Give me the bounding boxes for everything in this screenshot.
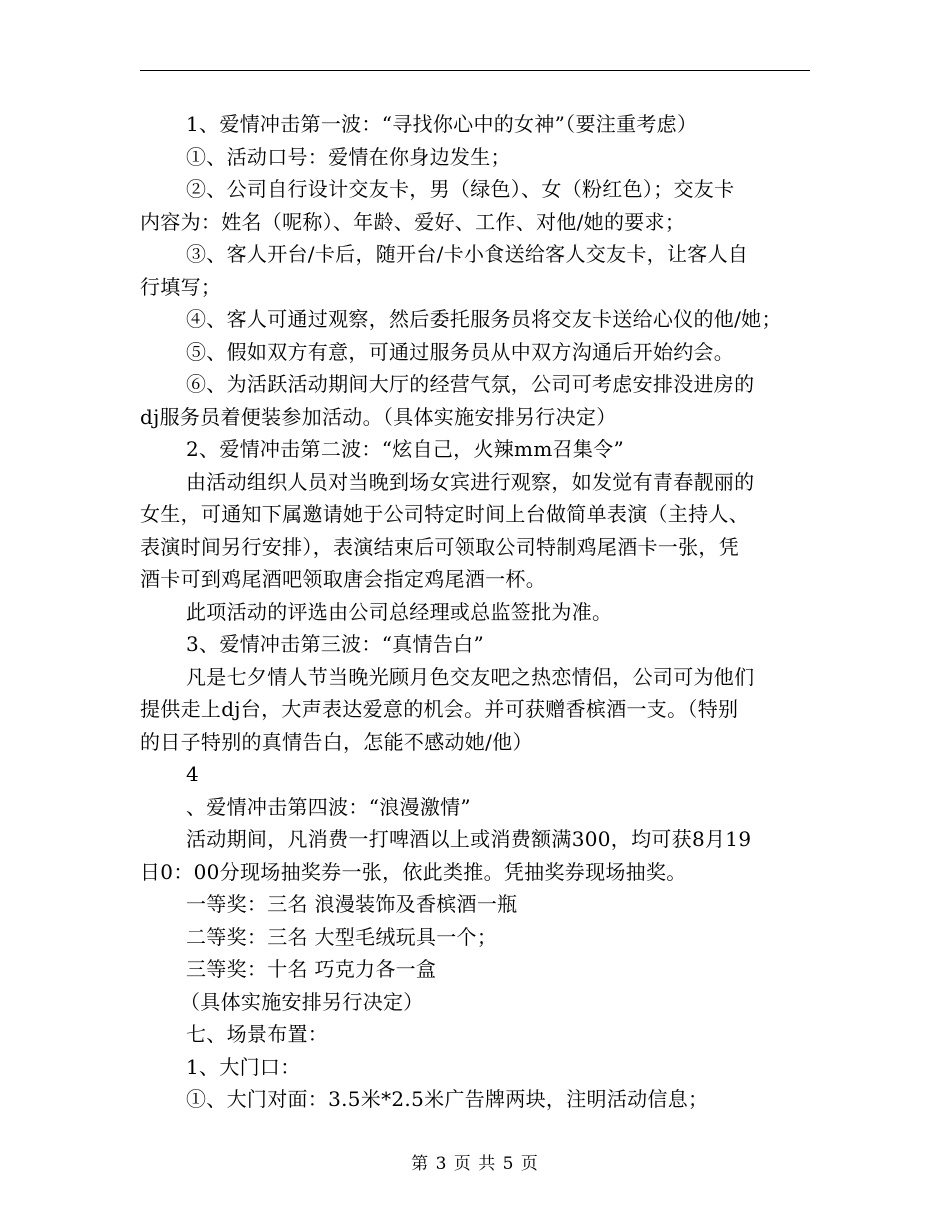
list-item: ③、客人开台/卡后，随开台/卡小食送给客人交友卡，让客人自 — [186, 242, 749, 266]
section-heading-2: 2、爱情冲击第二波：“炫自己，火辣mm召集令” — [186, 437, 625, 461]
list-item: ②、公司自行设计交友卡，男（绿色）、女（粉红色）；交友卡 — [186, 177, 735, 201]
paragraph-line: 由活动组织人员对当晚到场女宾进行观察，如发觉有青春靓丽的 — [186, 469, 755, 494]
paragraph-line: 提供走上dj台，大声表达爱意的机会。并可获赠香槟酒一支。（特别 — [140, 697, 739, 721]
paragraph-line: 凡是七夕情人节当晚光顾月色交友吧之热恋情侣，公司可为他们 — [186, 664, 755, 689]
section-heading-1: 1、爱情冲击第一波：“寻找你心中的女神”（要注重考虑） — [186, 112, 698, 136]
paragraph-line: 表演时间另行安排），表演结束后可领取公司特制鸡尾酒卡一张，凭 — [140, 534, 739, 559]
section-heading-3: 3、爱情冲击第三波：“真情告白” — [186, 632, 484, 656]
paragraph-line: 活动期间，凡消费一打啤酒以上或消费额满300，均可获8月19 — [186, 827, 752, 851]
list-item: ④、客人可通过观察，然后委托服务员将交友卡送给心仪的他/她； — [186, 307, 782, 331]
section-heading-4: 、爱情冲击第四波：“浪漫激情” — [186, 794, 471, 819]
paragraph-line: dj服务员着便装参加活动。（具体实施安排另行决定） — [140, 404, 617, 429]
paragraph-line: 的日子特别的真情告白，怎能不感动她/他） — [140, 729, 533, 754]
document-body — [140, 108, 812, 1116]
list-item: ⑥、为活跃活动期间大厅的经营气氛，公司可考虑安排没进房的 — [186, 372, 755, 396]
paragraph-line: 酒卡可到鸡尾酒吧领取唐会指定鸡尾酒一杯。 — [140, 567, 546, 591]
prize-line: 二等奖：三名 大型毛绒玩具一个； — [186, 924, 498, 949]
page-number: 第 3 页 共 5 页 — [411, 1154, 539, 1174]
section-heading-7: 七、场景布置： — [186, 1022, 329, 1046]
paragraph-line: （具体实施安排另行决定） — [180, 989, 424, 1014]
prize-line: 三等奖：十名 巧克力各一盒 — [186, 957, 437, 981]
subsection-heading: 1、大门口： — [186, 1054, 301, 1079]
paragraph-line: 女生，可通知下属邀请她于公司特定时间上台做简单表演（主持人、 — [140, 502, 749, 526]
header-rule — [140, 70, 810, 71]
prize-line: 一等奖：三名 浪漫装饰及香槟酒一瓶 — [186, 892, 518, 916]
paragraph-line: 内容为：姓名（呢称）、年龄、爱好、工作、对他/她的要求； — [140, 209, 686, 234]
section-number-4: 4 — [186, 762, 200, 786]
list-item: ①、活动口号：爱情在你身边发生； — [186, 144, 511, 169]
list-item: ①、大门对面：3.5米*2.5米广告牌两块，注明活动信息； — [186, 1087, 709, 1111]
list-item: ⑤、假如双方有意，可通过服务员从中双方沟通后开始约会。 — [186, 339, 735, 364]
paragraph-line: 此项活动的评选由公司总经理或总监签批为准。 — [186, 599, 613, 624]
paragraph-line: 行填写； — [140, 274, 222, 299]
paragraph-line: 日0：00分现场抽奖券一张，依此类推。凭抽奖券现场抽奖。 — [140, 859, 687, 884]
